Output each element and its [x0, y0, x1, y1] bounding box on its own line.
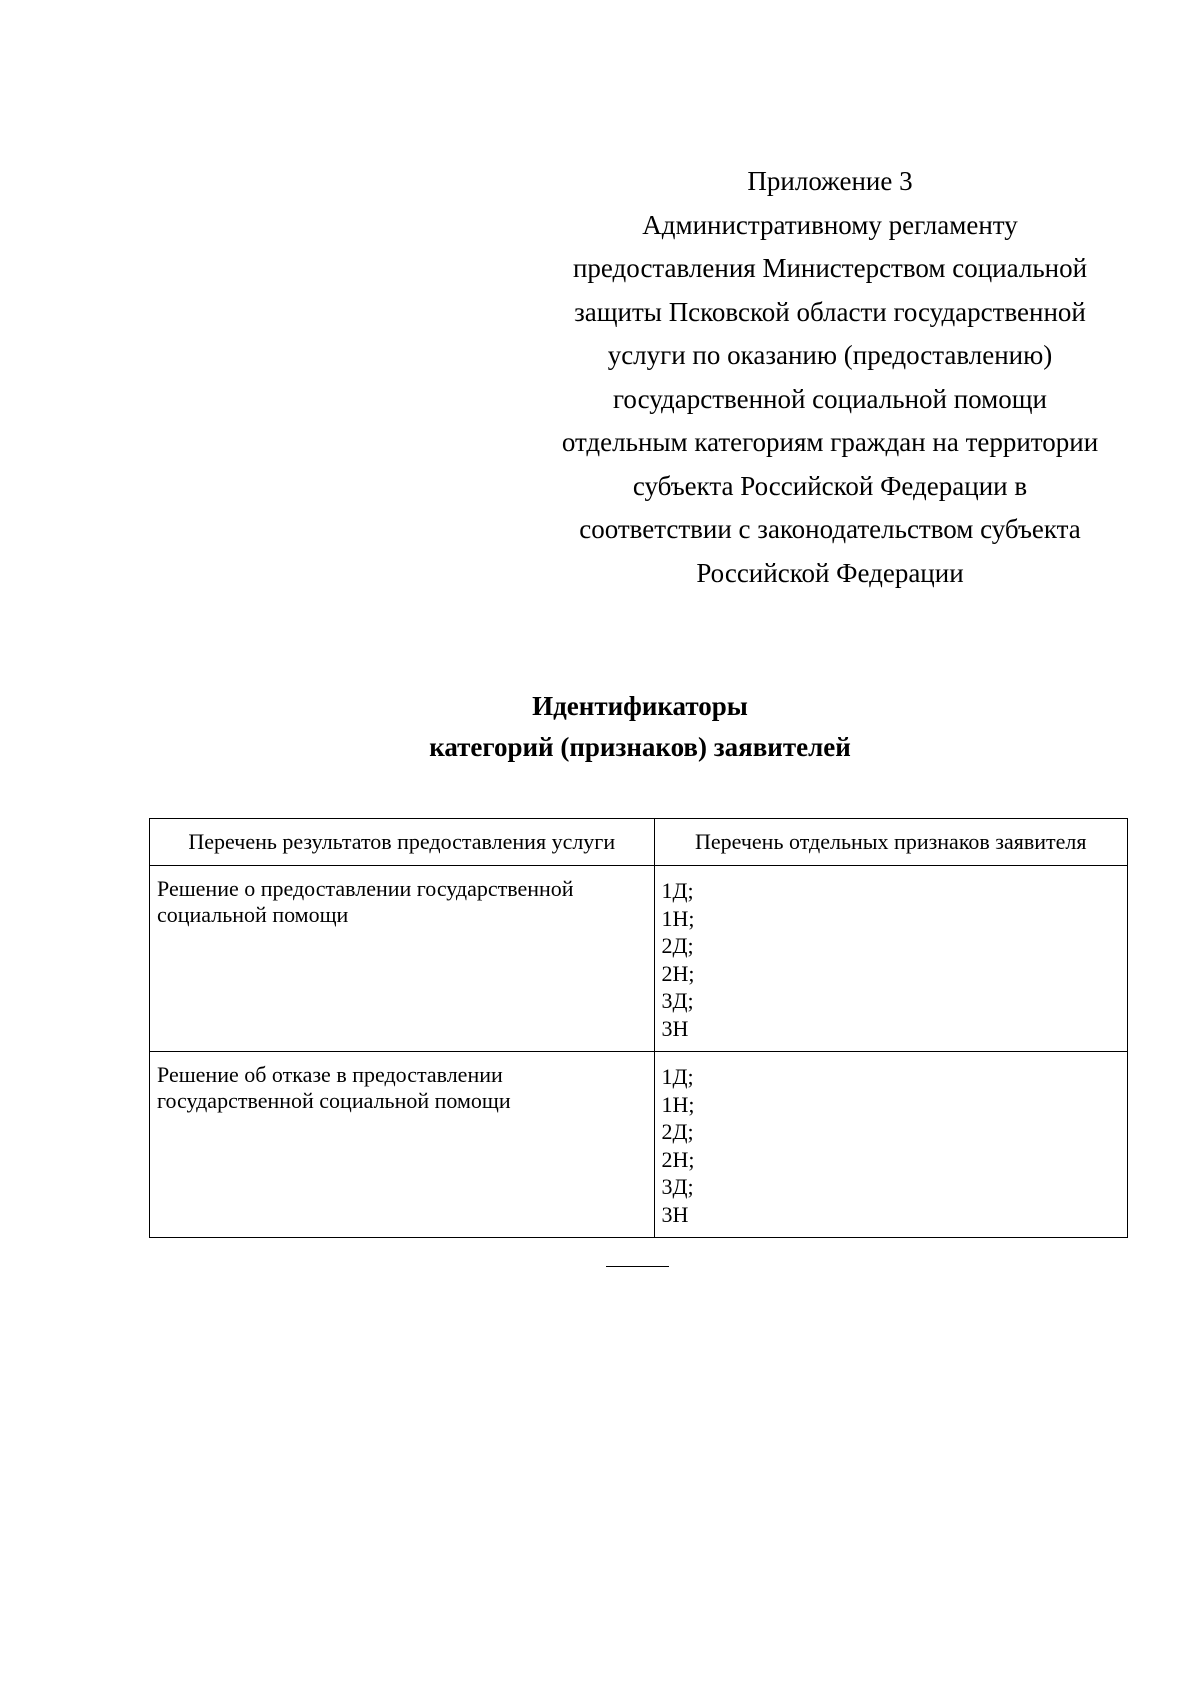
- table-header-row: [150, 819, 1128, 866]
- appendix-text-line: Административному регламенту: [642, 209, 1018, 240]
- appendix-text-line: отдельным категориям граждан на территории: [561, 427, 1099, 457]
- table-header-attributes: Перечень отдельных признаков заявителя: [654, 819, 1128, 866]
- result-cell: [150, 866, 655, 1052]
- appendix-text-line: субъекта Российской Федерации в: [632, 470, 1028, 501]
- table-row: [150, 1052, 1128, 1238]
- applicant-code: 2Н;: [661, 1146, 695, 1172]
- codes-cell: [654, 1052, 1128, 1238]
- result-text-line: социальной помощи: [157, 902, 349, 927]
- end-of-document-rule: [606, 1266, 669, 1267]
- applicant-code: 1Н;: [661, 905, 695, 931]
- appendix-text-line: услуги по оказанию (предоставлению): [607, 340, 1053, 370]
- applicant-code: 2Д;: [661, 1119, 694, 1144]
- appendix-number: Приложение 3: [747, 166, 913, 196]
- result-text-line: государственной социальной помощи: [157, 1088, 511, 1113]
- document-subtitle-line: категорий (признаков) заявителей: [429, 732, 851, 762]
- applicant-code: 3Н: [661, 1201, 689, 1227]
- codes-cell: [654, 866, 1128, 1052]
- applicant-code: 3Д;: [661, 1174, 694, 1199]
- applicant-code: 3Д;: [661, 988, 694, 1013]
- applicant-code: 3Н: [661, 1015, 689, 1041]
- applicant-code: 2Н;: [661, 960, 695, 986]
- appendix-header: [530, 160, 1130, 595]
- table-header-results: Перечень результатов предоставления услуги: [150, 819, 655, 866]
- applicant-code: 2Д;: [661, 933, 694, 958]
- document-title-line: Идентификаторы: [532, 691, 748, 721]
- applicant-code: 1Н;: [661, 1091, 695, 1117]
- identifiers-table: [149, 818, 1128, 1238]
- applicant-code: 1Д;: [661, 1064, 694, 1089]
- appendix-text-line: государственной социальной помощи: [613, 383, 1047, 414]
- appendix-text-line: защиты Псковской области государственной: [574, 296, 1086, 327]
- result-text-line: Решение о предоставлении государственной: [157, 876, 574, 901]
- appendix-text-line: предоставления Министерством социальной: [572, 253, 1088, 283]
- appendix-text-line: Российской Федерации: [696, 557, 964, 588]
- document-title: [0, 686, 1200, 768]
- result-text-line: Решение об отказе в предоставлении: [157, 1062, 503, 1087]
- appendix-text-line: соответствии с законодательством субъекта: [579, 514, 1081, 544]
- applicant-code: 1Д;: [661, 878, 694, 903]
- table-row: [150, 866, 1128, 1052]
- result-cell: [150, 1052, 655, 1238]
